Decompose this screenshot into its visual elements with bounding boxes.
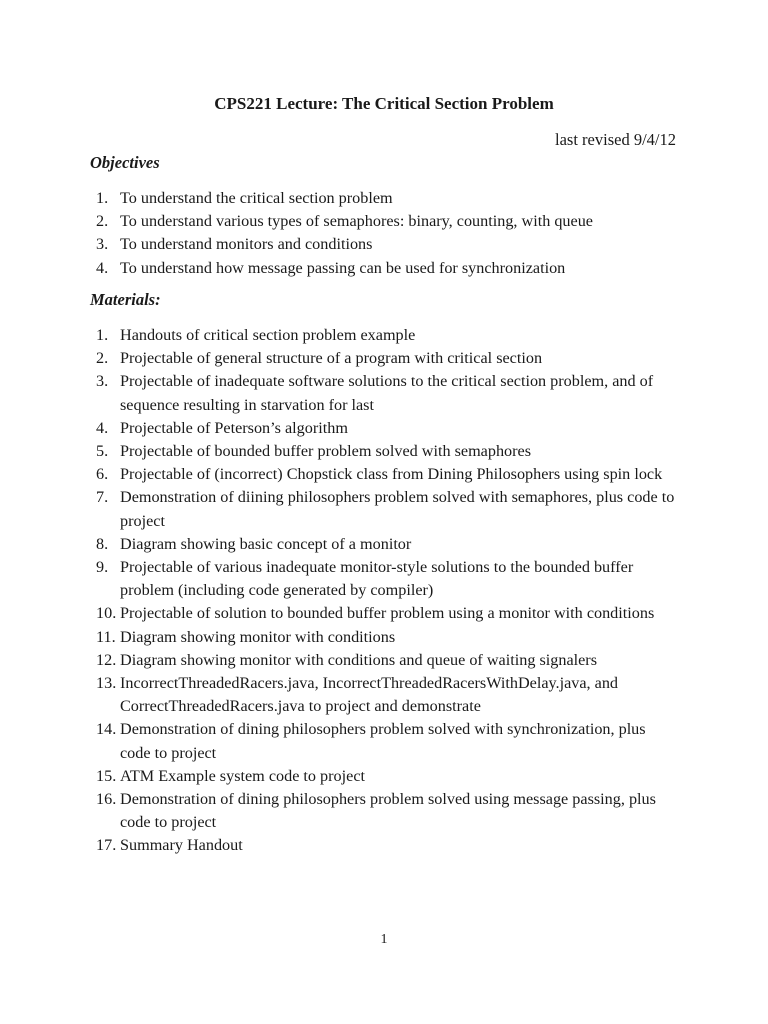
item-number: 2. xyxy=(96,212,109,231)
objective-item xyxy=(0,210,768,233)
objectives-heading: Objectives xyxy=(90,153,160,172)
material-item xyxy=(0,324,768,347)
item-text: Projectable of (incorrect) Chopstick class from Dining Philosophers using spin lock xyxy=(120,465,663,484)
item-text: Diagram showing basic concept of a monitor xyxy=(120,534,412,553)
item-number: 16. xyxy=(96,790,117,809)
material-item xyxy=(0,788,768,834)
item-number: 15. xyxy=(96,766,117,785)
item-number: 17. xyxy=(96,836,117,855)
item-number: 6. xyxy=(96,465,109,484)
item-number: 3. xyxy=(96,235,109,254)
item-text: Projectable of solution to bounded buffer problem using a monitor with conditions xyxy=(120,604,655,623)
material-item xyxy=(0,533,768,556)
document-title: CPS221 Lecture: The Critical Section Problem xyxy=(214,94,554,113)
item-number: 1. xyxy=(96,326,109,344)
item-number: 1. xyxy=(96,189,109,207)
material-item xyxy=(0,440,768,463)
item-number: 4. xyxy=(96,258,109,277)
item-number: 11. xyxy=(96,627,116,646)
objectives-list xyxy=(0,187,768,280)
material-item xyxy=(0,834,768,857)
material-item xyxy=(0,347,768,370)
item-text: To understand monitors and conditions xyxy=(120,235,373,254)
item-text: Summary Handout xyxy=(120,836,243,855)
item-text: To understand various types of semaphores: binary, counting, with queue xyxy=(120,212,593,231)
item-text: Demonstration of diining philosophers problem solved with semaphores, plus code to project xyxy=(120,488,675,530)
item-text: Projectable of inadequate software solutions to the critical section problem, and of sequence resulting in starvation for last xyxy=(120,372,654,414)
item-text: Demonstration of dining philosophers problem solved with synchronization, plus code to project xyxy=(120,720,646,762)
item-number: 8. xyxy=(96,534,109,553)
item-number: 4. xyxy=(96,418,109,437)
item-text: To understand how message passing can be used for synchronization xyxy=(120,258,566,277)
item-text: To understand the critical section problem xyxy=(120,189,393,207)
material-item xyxy=(0,626,768,649)
item-number: 13. xyxy=(96,674,117,693)
item-text: Projectable of general structure of a program with critical section xyxy=(120,349,543,368)
page-number: 1 xyxy=(380,932,388,947)
item-text: Diagram showing monitor with conditions and queue of waiting signalers xyxy=(120,650,598,669)
material-item xyxy=(0,463,768,486)
item-number: 7. xyxy=(96,488,109,507)
item-number: 9. xyxy=(96,558,109,577)
item-number: 2. xyxy=(96,349,109,368)
material-item xyxy=(0,649,768,672)
item-text: Diagram showing monitor with conditions xyxy=(120,627,396,646)
objective-item xyxy=(0,257,768,280)
item-text: Handouts of critical section problem example xyxy=(120,326,416,344)
item-number: 5. xyxy=(96,442,109,461)
item-text: Projectable of bounded buffer problem solved with semaphores xyxy=(120,442,532,461)
last-revised-date: last revised 9/4/12 xyxy=(555,130,676,149)
item-number: 14. xyxy=(96,720,117,739)
item-text: ATM Example system code to project xyxy=(120,766,366,785)
material-item xyxy=(0,556,768,602)
material-item xyxy=(0,672,768,718)
material-item xyxy=(0,417,768,440)
material-item xyxy=(0,486,768,532)
material-item xyxy=(0,370,768,416)
objective-item xyxy=(0,233,768,256)
material-item xyxy=(0,718,768,764)
materials-heading: Materials: xyxy=(90,290,161,309)
item-number: 10. xyxy=(96,604,117,623)
materials-list xyxy=(0,324,768,858)
material-item xyxy=(0,765,768,788)
item-text: Demonstration of dining philosophers problem solved using message passing, plus code to project xyxy=(120,790,656,832)
item-text: Projectable of various inadequate monitor-style solutions to the bounded buffer problem (including code generated by compiler) xyxy=(120,558,634,600)
item-number: 3. xyxy=(96,372,109,391)
objective-item xyxy=(0,187,768,210)
item-text: Projectable of Peterson’s algorithm xyxy=(120,418,348,437)
item-text: IncorrectThreadedRacers.java, IncorrectThreadedRacersWithDelay.java, and CorrectThreadedRacers.java to project and demonstrate xyxy=(120,674,619,716)
material-item xyxy=(0,602,768,625)
item-number: 12. xyxy=(96,650,117,669)
